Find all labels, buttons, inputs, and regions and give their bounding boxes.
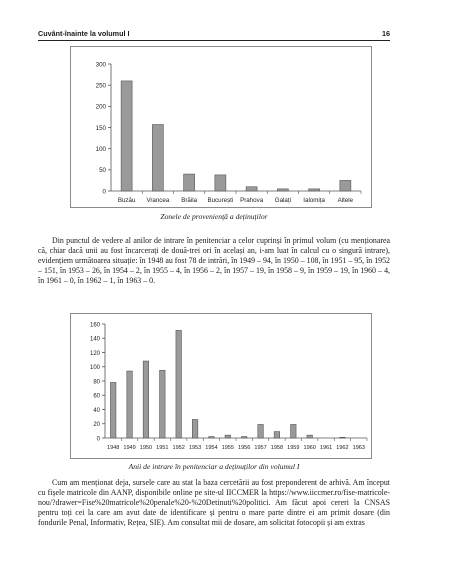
entry-years-x-tick-label: 1960 [303, 445, 316, 451]
entry-years-x-tick-label: 1948 [106, 445, 120, 451]
entry-years-x-tick-label: 1957 [254, 445, 267, 451]
provenance-x-tick-label: Ialomița [303, 197, 325, 204]
entry-years-y-tick-label: 120 [89, 350, 100, 357]
entry-years-x-tick-label: 1959 [287, 445, 300, 451]
entry-years-bar [160, 370, 166, 438]
entry-years-bar [192, 419, 198, 438]
entry-years-bar [110, 382, 116, 438]
entry-years-bar [258, 424, 264, 438]
provenance-x-tick-label: Buzău [117, 197, 136, 204]
caption-entry-years: Anii de intrare în penitenciar a deținuților din volumul I [128, 462, 300, 471]
provenance-x-tick-label: Altele [337, 197, 354, 204]
entry-years-bar [291, 424, 297, 438]
running-title: Cuvânt-înainte la volumul I [38, 29, 130, 38]
paragraph-entry-years: Din punctul de vedere al anilor de intrare în penitenciar a celor cuprinși în primul volum (cu menționarea că, chiar dacă unii au fost încarcerați de două-trei ori în același an, i-am luat în calcul cu o singură intrare), evidențiem următoarea situație: în 1948 au fost 78 de intrări, în 1949 – 94, în 1950 – 108, în 1951 – 95, în 1952 – 151, în 1953 – 26, în 1954 – 2, în 1955 – 4, în 1956 – 2, în 1957 – 19, în 1958 – 9, în 1959 – 19, în 1960 – 4, în 1961 – 0, în 1962 – 1, în 1963 – 0. [38, 236, 390, 286]
chart-entry-years-svg [71, 314, 371, 458]
entry-years-y-tick-label: 80 [93, 379, 100, 386]
provenance-bar [215, 175, 226, 191]
entry-years-x-tick-label: 1955 [221, 445, 235, 451]
provenance-bar [152, 125, 163, 191]
provenance-x-tick-label: București [207, 197, 234, 204]
provenance-bar [277, 189, 288, 191]
provenance-y-tick-label: 150 [95, 124, 106, 132]
entry-years-y-tick-label: 0 [96, 436, 100, 443]
provenance-x-tick-label: Vrancea [146, 197, 170, 204]
provenance-x-tick-label: Prahova [240, 197, 264, 204]
entry-years-bar [143, 361, 149, 438]
caption-provenance: Zonele de proveniență a deținuților [160, 212, 268, 221]
entry-years-bar [209, 437, 215, 438]
provenance-y-tick-label: 100 [95, 146, 106, 154]
provenance-x-tick-label: Brăila [181, 197, 198, 204]
entry-years-bar [274, 432, 280, 438]
entry-years-y-tick-label: 100 [89, 365, 100, 372]
entry-years-bar [225, 435, 231, 438]
entry-years-y-tick-label: 160 [89, 322, 100, 329]
header-rule [38, 40, 390, 41]
provenance-y-tick-label: 300 [95, 61, 106, 69]
entry-years-x-tick-label: 1950 [139, 445, 153, 451]
entry-years-bar [127, 371, 133, 438]
provenance-bar [340, 180, 351, 191]
provenance-bar [309, 189, 320, 191]
chart-provenance-svg [71, 47, 371, 207]
entry-years-y-tick-label: 60 [93, 393, 100, 400]
entry-years-x-tick-label: 1952 [172, 445, 185, 451]
entry-years-bar [241, 437, 247, 438]
entry-years-bar [340, 437, 346, 438]
chart-entry-years [70, 313, 372, 459]
entry-years-bar [307, 435, 313, 438]
entry-years-x-tick-label: 1961 [319, 445, 333, 451]
entry-years-x-tick-label: 1958 [270, 445, 284, 451]
entry-years-x-tick-label: 1951 [156, 445, 169, 451]
provenance-bar [246, 187, 257, 191]
provenance-y-tick-label: 250 [95, 82, 106, 90]
entry-years-x-tick-label: 1954 [205, 445, 218, 451]
entry-years-x-tick-label: 1953 [188, 445, 202, 451]
provenance-x-tick-label: Galați [274, 197, 291, 204]
entry-years-y-tick-label: 140 [89, 336, 100, 343]
page-number: 16 [382, 29, 390, 38]
entry-years-y-tick-label: 40 [93, 407, 100, 414]
entry-years-y-tick-label: 20 [93, 422, 100, 429]
entry-years-x-tick-label: 1949 [123, 445, 136, 451]
provenance-y-tick-label: 200 [95, 103, 106, 111]
provenance-bar [184, 174, 195, 191]
entry-years-bar [176, 330, 182, 438]
provenance-bar [121, 81, 132, 191]
entry-years-x-tick-label: 1963 [352, 445, 366, 451]
entry-years-x-tick-label: 1962 [336, 445, 349, 451]
entry-years-x-tick-label: 1956 [237, 445, 251, 451]
provenance-y-tick-label: 0 [102, 188, 106, 196]
chart-provenance [70, 46, 372, 208]
provenance-y-tick-label: 50 [99, 167, 106, 175]
paragraph-sources: Cum am menționat deja, sursele care au stat la baza cercetării au fost preponderent de arhivă. Am început cu fișele matricole din AANP, disponibile online pe site-ul IICCMER la https://www.iiccmer.ro/fise-matricole-nou/?drawer=Fise%20matricole%20penale%20-%20Detinuti%20politici. Am făcut apoi cereri la CNSAS pentru toți cei la care am avut date de identificare și pentru o mare parte dintre ei am primit dosare (din fondurile Penal, Informativ, Rețea, SIE). Am consultat mii de dosare, am solicitat fotocopii și am extras [38, 478, 390, 528]
